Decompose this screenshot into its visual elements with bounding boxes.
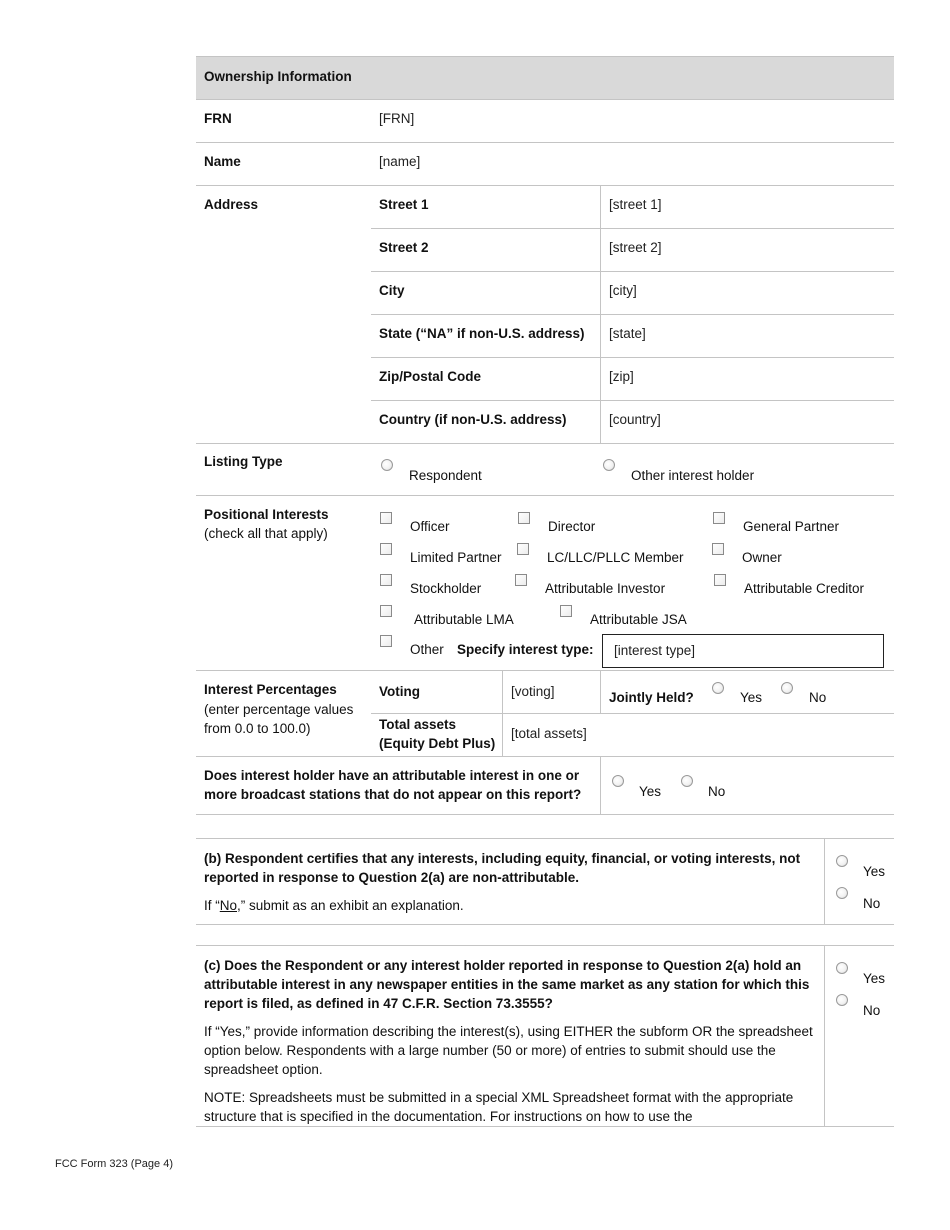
street2-label: Street 2 [379,240,429,255]
question-b-note-suffix: ,” submit as an exhibit an explanation. [237,898,464,913]
street1-field[interactable]: [street 1] [609,197,662,212]
question-c-no-radio[interactable] [836,994,848,1006]
name-label: Name [204,154,241,169]
stockholder-label: Stockholder [410,581,482,596]
other-label: Other [410,642,444,657]
question-c-no-label: No [863,1003,881,1018]
question-b-section [196,838,894,925]
name-row [196,143,894,186]
officer-label: Officer [410,519,450,534]
question-c-section [196,945,894,1127]
attributable-investor-label: Attributable Investor [545,581,666,596]
positional-interests-label: Positional Interests [204,507,329,522]
specify-interest-type-label: Specify interest type: [457,642,594,657]
stockholder-checkbox[interactable] [380,574,392,586]
owner-checkbox[interactable] [712,543,724,555]
name-field[interactable]: [name] [379,154,421,169]
section-title: Ownership Information [204,69,352,84]
city-field[interactable]: [city] [609,283,637,298]
country-label: Country (if non-U.S. address) [379,412,567,427]
other-checkbox[interactable] [380,635,392,647]
interest-percentages-label: Interest Percentages [204,682,337,697]
voting-field[interactable]: [voting] [511,684,555,699]
state-label: State (“NA” if non-U.S. address) [379,326,585,341]
question-b-note-link: No [219,898,238,913]
other-interest-holder-radio[interactable] [603,459,615,471]
address-label: Address [204,197,259,212]
question-b-no-label: No [863,896,881,911]
question-b-yes-label: Yes [863,864,886,879]
attributable-creditor-checkbox[interactable] [714,574,726,586]
interest-type-input[interactable] [602,634,884,668]
llc-member-checkbox[interactable] [517,543,529,555]
jointly-held-no-radio[interactable] [781,682,793,694]
question-b-no-radio[interactable] [836,887,848,899]
broadcast-no-radio[interactable] [681,775,693,787]
city-label: City [379,283,405,298]
question-c-text: (c) Does the Respondent or any interest holder reported in response to Question 2(a) hold an attributable interest in any newspaper entities in the same market as any station for which this report is filed, as defined in 47 C.F.R. Section 73.3555? [204,958,810,1011]
question-c-para2: NOTE: Spreadsheets must be submitted in a special XML Spreadsheet format with the appropriate structure that is specified in the documentation. For instructions on how to use the [204,1090,794,1124]
jointly-held-no-label: No [809,690,827,705]
page-footer: FCC Form 323 (Page 4) [55,1158,173,1170]
broadcast-question-text: Does interest holder have an attributable interest in one or more broadcast stations that do not appear on this report? [204,768,582,802]
listing-type-row [196,444,894,496]
zip-field[interactable]: [zip] [609,369,634,384]
zip-label: Zip/Postal Code [379,369,482,384]
frn-label: FRN [204,111,232,126]
country-field[interactable]: [country] [609,412,661,427]
director-checkbox[interactable] [518,512,530,524]
director-label: Director [548,519,596,534]
address-row [196,186,894,444]
frn-row [196,100,894,143]
jointly-held-label: Jointly Held? [609,690,694,705]
positional-interests-sublabel: (check all that apply) [204,526,328,541]
question-b-yes-radio[interactable] [836,855,848,867]
question-b-text: (b) Respondent certifies that any interests, including equity, financial, or voting interests, not reported in response to Question 2(a) are non-attributable. [204,851,801,885]
attributable-jsa-checkbox[interactable] [560,605,572,617]
frn-field[interactable]: [FRN] [379,111,415,126]
question-c-para1: If “Yes,” provide information describing the interest(s), using EITHER the subform OR the spreadsheet option below. Respondents with a large number (50 or more) of entries to submit should use the spreadsheet option. [204,1024,813,1077]
interest-type-value: [interest type] [614,643,696,658]
broadcast-yes-radio[interactable] [612,775,624,787]
question-b-note [204,896,816,915]
other-interest-holder-label: Other interest holder [631,468,755,483]
broadcast-yes-label: Yes [639,784,662,799]
llc-member-label: LC/LLC/PLLC Member [547,550,684,565]
respondent-label: Respondent [409,468,482,483]
jointly-held-yes-radio[interactable] [712,682,724,694]
street1-label: Street 1 [379,197,429,212]
interest-percentages-sublabel: (enter percentage values from 0.0 to 100.0) [204,702,354,736]
owner-label: Owner [742,550,782,565]
attributable-lma-checkbox[interactable] [380,605,392,617]
total-assets-label: Total assets [379,717,457,732]
question-c-yes-radio[interactable] [836,962,848,974]
jointly-held-yes-label: Yes [740,690,763,705]
section-header [196,56,894,100]
total-assets-field[interactable]: [total assets] [511,726,587,741]
question-c-yes-label: Yes [863,971,886,986]
attributable-lma-label: Attributable LMA [414,612,514,627]
total-assets-sublabel: (Equity Debt Plus) [379,736,496,751]
attributable-creditor-label: Attributable Creditor [744,581,865,596]
limited-partner-label: Limited Partner [410,550,502,565]
voting-label: Voting [379,684,420,699]
attributable-investor-checkbox[interactable] [515,574,527,586]
listing-type-label: Listing Type [204,454,283,469]
limited-partner-checkbox[interactable] [380,543,392,555]
question-b-note-prefix: If “ [204,898,220,913]
general-partner-label: General Partner [743,519,840,534]
state-field[interactable]: [state] [609,326,646,341]
respondent-radio[interactable] [381,459,393,471]
broadcast-question-row [196,757,894,815]
general-partner-checkbox[interactable] [713,512,725,524]
officer-checkbox[interactable] [380,512,392,524]
broadcast-no-label: No [708,784,726,799]
attributable-jsa-label: Attributable JSA [590,612,687,627]
street2-field[interactable]: [street 2] [609,240,662,255]
